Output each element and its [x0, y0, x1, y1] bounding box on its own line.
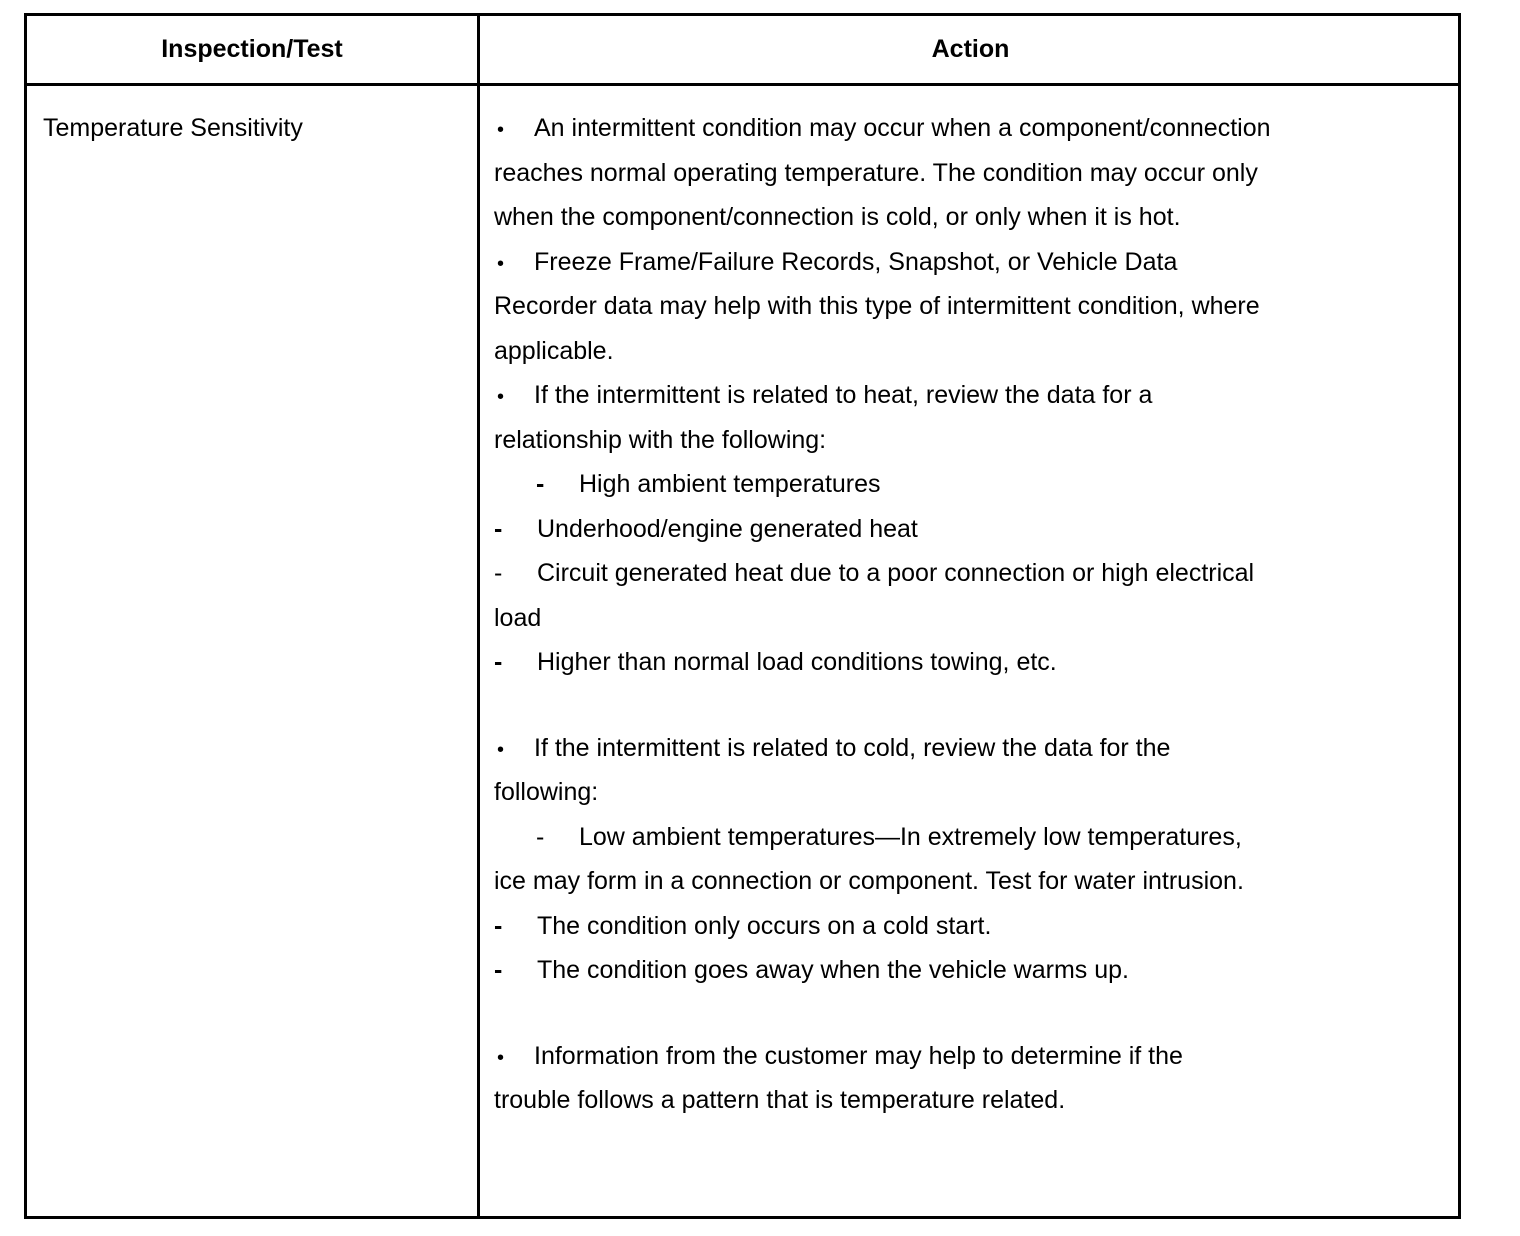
action-line — [494, 151, 1394, 196]
action-text: Circuit generated heat due to a poor connection or high electrical — [537, 559, 1255, 587]
action-text: relationship with the following: — [494, 425, 827, 454]
action-line — [494, 904, 1394, 949]
action-line — [494, 859, 1394, 904]
action-text: The condition goes away when the vehicle warms up. — [537, 956, 1129, 984]
action-line — [494, 106, 1394, 151]
bullet-marker: • — [497, 386, 505, 408]
dash-marker: - — [494, 514, 503, 543]
action-line — [494, 948, 1394, 993]
dash-marker: - — [494, 648, 503, 676]
dash-marker: - — [494, 559, 503, 587]
action-line — [494, 640, 1394, 685]
action-line — [494, 418, 1394, 463]
action-text: The condition only occurs on a cold start. — [537, 911, 992, 940]
bullet-marker: • — [497, 252, 505, 275]
inspection-cell: Temperature Sensitivity — [43, 114, 303, 142]
action-line — [494, 726, 1394, 771]
action-text: following: — [494, 778, 599, 806]
action-line — [494, 596, 1394, 641]
action-line — [494, 815, 1394, 860]
action-line — [494, 1034, 1394, 1079]
action-text: when the component/connection is cold, or only when it is hot. — [494, 203, 1181, 231]
action-line — [494, 462, 1394, 507]
action-text: ice may form in a connection or component. Test for water intrusion. — [494, 867, 1244, 895]
action-text: Recorder data may help with this type of intermittent condition, where — [494, 292, 1260, 320]
action-line — [494, 770, 1394, 815]
action-text: Underhood/engine generated heat — [537, 514, 918, 543]
action-cell — [494, 106, 1394, 1123]
dash-marker: - — [536, 822, 545, 851]
dash-marker: - — [494, 911, 503, 940]
action-line — [494, 507, 1394, 552]
bullet-marker: • — [497, 738, 505, 761]
action-line — [494, 1078, 1394, 1123]
action-text: High ambient temperatures — [579, 470, 881, 498]
action-text: applicable. — [494, 336, 614, 365]
dash-marker: - — [494, 956, 503, 984]
header-divider — [27, 83, 1458, 86]
inspection-table — [24, 13, 1461, 1219]
action-text: load — [494, 603, 542, 632]
header-action: Action — [931, 35, 1010, 63]
action-text: Low ambient temperatures—In extremely low temperatures, — [579, 822, 1242, 851]
action-text: Information from the customer may help to determine if the — [534, 1041, 1183, 1070]
spacer — [494, 993, 1394, 1034]
action-text: Freeze Frame/Failure Records, Snapshot, or Vehicle Data — [534, 247, 1178, 276]
action-text: If the intermittent is related to cold, review the data for the — [534, 733, 1171, 762]
action-line — [494, 329, 1394, 374]
action-text: An intermittent condition may occur when a component/connection — [534, 114, 1271, 142]
action-text: Higher than normal load conditions towing, etc. — [537, 648, 1057, 676]
header-inspection-test: Inspection/Test — [161, 35, 343, 63]
action-text: reaches normal operating temperature. The condition may occur only — [494, 158, 1258, 187]
bullet-marker: • — [497, 119, 505, 141]
bullet-marker: • — [497, 1046, 505, 1069]
dash-marker: - — [536, 470, 545, 498]
action-text: trouble follows a pattern that is temperature related. — [494, 1086, 1066, 1114]
action-text: If the intermittent is related to heat, review the data for a — [534, 381, 1153, 409]
action-line — [494, 551, 1394, 596]
action-line — [494, 284, 1394, 329]
action-line — [494, 240, 1394, 285]
spacer — [494, 685, 1394, 726]
action-line — [494, 373, 1394, 418]
action-line — [494, 195, 1394, 240]
column-divider — [477, 16, 480, 1216]
